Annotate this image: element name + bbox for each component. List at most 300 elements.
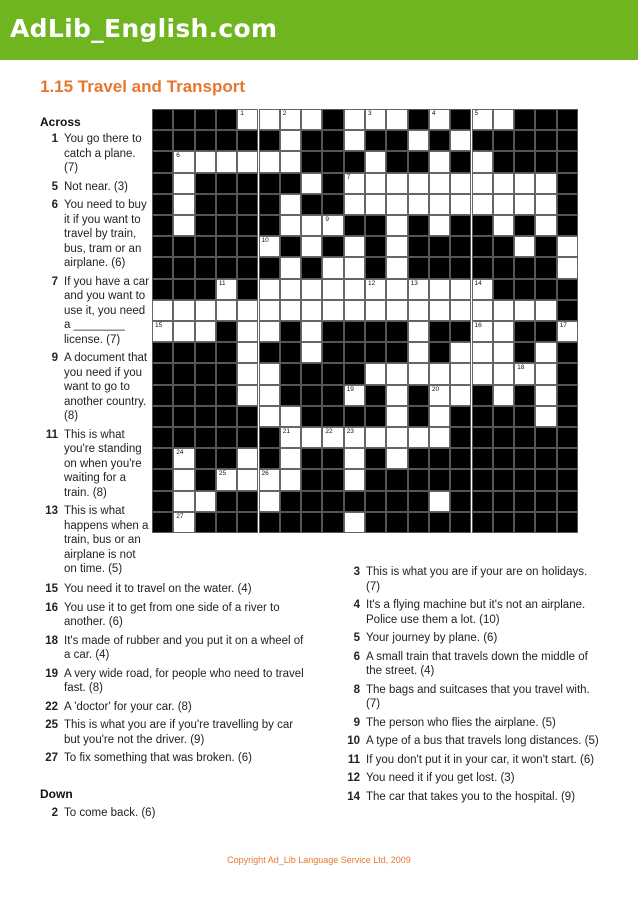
grid-cell-white[interactable] — [535, 300, 556, 321]
grid-cell-white[interactable] — [493, 385, 514, 406]
grid-cell-black — [429, 342, 450, 363]
grid-cell-black — [322, 406, 343, 427]
grid-cell-black — [195, 194, 216, 215]
down-heading: Down — [40, 787, 73, 801]
grid-cell-black — [365, 321, 386, 342]
grid-cell-white[interactable] — [237, 363, 258, 384]
grid-cell-black — [386, 469, 407, 490]
grid-cell-white[interactable] — [344, 109, 365, 130]
grid-cell-white[interactable] — [386, 279, 407, 300]
grid-cell-white[interactable] — [535, 363, 556, 384]
grid-cell-white[interactable] — [237, 300, 258, 321]
clue-text: The person who flies the airplane. (5) — [366, 716, 556, 729]
grid-cell-black — [195, 512, 216, 533]
grid-cell-white[interactable] — [557, 321, 578, 342]
grid-cell-white[interactable] — [344, 300, 365, 321]
grid-cell-black — [216, 279, 237, 300]
grid-cell-black — [237, 130, 258, 151]
clue-text: You use it to get from one side of a river to another. (6) — [64, 601, 280, 628]
grid-cell-white[interactable] — [280, 151, 301, 172]
grid-cell-black — [472, 215, 493, 236]
grid-cell-white[interactable] — [280, 300, 301, 321]
grid-cell-black — [557, 109, 578, 130]
grid-cell-white[interactable] — [173, 321, 194, 342]
grid-cell-black — [557, 469, 578, 490]
grid-cell-white[interactable] — [237, 385, 258, 406]
grid-cell-black — [152, 448, 173, 469]
grid-cell-black — [365, 215, 386, 236]
grid-cell-white[interactable] — [322, 279, 343, 300]
clue-number: 11 — [45, 428, 58, 441]
grid-cell-black — [493, 236, 514, 257]
grid-cell-white[interactable] — [408, 427, 429, 448]
grid-cell-black — [365, 236, 386, 257]
grid-cell-black — [450, 109, 471, 130]
clue-number: 6 — [51, 199, 58, 211]
grid-cell-black — [259, 194, 280, 215]
clue-item — [342, 771, 604, 786]
grid-cell-white[interactable] — [429, 491, 450, 512]
grid-cell-black — [514, 257, 535, 278]
grid-cell-white[interactable] — [301, 109, 322, 130]
grid-cell-black — [472, 491, 493, 512]
grid-cell-white[interactable] — [535, 385, 556, 406]
grid-cell-black — [344, 151, 365, 172]
clue-cell-number: 7 — [346, 173, 351, 181]
down-clue-list-left — [40, 806, 310, 825]
grid-cell-white[interactable] — [195, 300, 216, 321]
grid-cell-white[interactable] — [514, 173, 535, 194]
grid-cell-white[interactable] — [280, 215, 301, 236]
grid-cell-black — [280, 363, 301, 384]
grid-cell-white[interactable] — [408, 300, 429, 321]
grid-cell-black — [493, 427, 514, 448]
grid-cell-white[interactable] — [408, 173, 429, 194]
grid-cell-white[interactable] — [259, 236, 280, 257]
grid-cell-black — [408, 385, 429, 406]
grid-cell-black — [216, 342, 237, 363]
clue-cell-number: 22 — [325, 428, 333, 435]
clue-text: To come back. (6) — [64, 807, 156, 819]
grid-cell-white[interactable] — [237, 448, 258, 469]
grid-cell-white[interactable] — [344, 512, 365, 533]
grid-cell-black — [493, 257, 514, 278]
clue-cell-number: 16 — [474, 322, 482, 329]
grid-cell-black — [322, 109, 343, 130]
grid-cell-black — [301, 151, 322, 172]
grid-cell-white[interactable] — [259, 385, 280, 406]
grid-cell-white[interactable] — [429, 406, 450, 427]
grid-cell-white[interactable] — [386, 427, 407, 448]
grid-cell-white[interactable] — [280, 448, 301, 469]
grid-cell-white[interactable] — [365, 427, 386, 448]
grid-cell-white[interactable] — [557, 257, 578, 278]
grid-cell-white[interactable] — [195, 321, 216, 342]
clue-text: A type of a bus that travels long distances. (5) — [366, 735, 599, 747]
grid-cell-white[interactable] — [493, 342, 514, 363]
grid-cell-white[interactable] — [493, 215, 514, 236]
grid-cell-white[interactable] — [259, 151, 280, 172]
grid-cell-black — [259, 342, 280, 363]
grid-cell-white[interactable] — [173, 448, 194, 469]
grid-cell-white[interactable] — [514, 300, 535, 321]
grid-cell-black — [195, 236, 216, 257]
grid-cell-white[interactable] — [450, 385, 471, 406]
grid-cell-black — [386, 321, 407, 342]
grid-cell-white[interactable] — [535, 173, 556, 194]
grid-cell-black — [216, 448, 237, 469]
clue-item — [40, 667, 310, 696]
grid-cell-white[interactable] — [280, 130, 301, 151]
grid-cell-white[interactable] — [280, 257, 301, 278]
grid-cell-black — [237, 491, 258, 512]
grid-cell-black — [152, 109, 173, 130]
grid-cell-white[interactable] — [386, 194, 407, 215]
grid-cell-white[interactable] — [493, 109, 514, 130]
grid-cell-black — [216, 257, 237, 278]
grid-cell-black — [237, 279, 258, 300]
clue-text: If you have a car and you want to use it, you need a ________ license. (7) — [64, 275, 150, 346]
grid-cell-black — [280, 236, 301, 257]
grid-cell-black — [365, 109, 386, 130]
grid-cell-white[interactable] — [429, 385, 450, 406]
grid-cell-white[interactable] — [301, 173, 322, 194]
grid-cell-white[interactable] — [472, 151, 493, 172]
clue-cell-number: 6 — [176, 152, 180, 160]
grid-cell-white[interactable] — [280, 427, 301, 448]
grid-cell-white[interactable] — [344, 194, 365, 215]
grid-cell-white[interactable] — [450, 279, 471, 300]
grid-cell-black — [535, 279, 556, 300]
grid-cell-black — [429, 321, 450, 342]
down-clue-list-right — [342, 565, 604, 808]
clue-item — [40, 180, 150, 195]
grid-cell-white[interactable] — [216, 300, 237, 321]
header-banner — [0, 0, 638, 60]
grid-cell-white[interactable] — [259, 491, 280, 512]
grid-cell-white[interactable] — [365, 363, 386, 384]
clue-item — [40, 700, 310, 715]
grid-cell-black — [152, 236, 173, 257]
grid-cell-white[interactable] — [301, 427, 322, 448]
grid-cell-white[interactable] — [237, 342, 258, 363]
grid-cell-white[interactable] — [195, 491, 216, 512]
grid-cell-white[interactable] — [322, 427, 343, 448]
grid-cell-white[interactable] — [514, 194, 535, 215]
grid-cell-white[interactable] — [237, 469, 258, 490]
grid-cell-white[interactable] — [408, 194, 429, 215]
grid-cell-white[interactable] — [535, 342, 556, 363]
clue-number: 11 — [347, 753, 360, 766]
grid-cell-black — [237, 173, 258, 194]
grid-cell-white[interactable] — [472, 363, 493, 384]
grid-cell-white[interactable] — [429, 151, 450, 172]
grid-cell-black — [535, 469, 556, 490]
grid-cell-white[interactable] — [259, 109, 280, 130]
grid-cell-white[interactable] — [344, 257, 365, 278]
grid-cell-black — [173, 257, 194, 278]
grid-cell-black — [301, 491, 322, 512]
grid-cell-white[interactable] — [408, 130, 429, 151]
grid-cell-black — [514, 385, 535, 406]
grid-cell-black — [557, 406, 578, 427]
clue-cell-number: 17 — [559, 322, 567, 329]
grid-cell-white[interactable] — [259, 321, 280, 342]
grid-cell-white[interactable] — [535, 406, 556, 427]
clue-number: 4 — [353, 599, 360, 611]
grid-cell-white[interactable] — [259, 279, 280, 300]
grid-cell-black — [216, 194, 237, 215]
grid-cell-white[interactable] — [173, 512, 194, 533]
grid-cell-black — [514, 130, 535, 151]
grid-cell-white[interactable] — [365, 194, 386, 215]
grid-cell-black — [237, 512, 258, 533]
grid-cell-white[interactable] — [301, 300, 322, 321]
clue-cell-number: 24 — [176, 449, 184, 457]
clue-item — [342, 598, 604, 627]
grid-cell-white[interactable] — [408, 363, 429, 384]
grid-cell-black — [514, 321, 535, 342]
grid-cell-black — [514, 342, 535, 363]
grid-cell-white[interactable] — [408, 279, 429, 300]
grid-cell-white[interactable] — [173, 215, 194, 236]
grid-cell-white[interactable] — [408, 342, 429, 363]
grid-cell-white[interactable] — [322, 257, 343, 278]
grid-cell-white[interactable] — [429, 215, 450, 236]
grid-cell-white[interactable] — [301, 342, 322, 363]
grid-cell-white[interactable] — [301, 321, 322, 342]
grid-cell-white[interactable] — [429, 194, 450, 215]
grid-cell-black — [173, 406, 194, 427]
grid-cell-white[interactable] — [514, 236, 535, 257]
grid-cell-white[interactable] — [301, 236, 322, 257]
grid-cell-white[interactable] — [429, 363, 450, 384]
clue-cell-number: 19 — [346, 385, 354, 393]
grid-cell-white[interactable] — [280, 406, 301, 427]
grid-cell-black — [514, 406, 535, 427]
grid-cell-white[interactable] — [173, 194, 194, 215]
grid-cell-white[interactable] — [386, 406, 407, 427]
grid-cell-black — [280, 321, 301, 342]
clue-number: 19 — [45, 667, 58, 680]
grid-cell-white[interactable] — [259, 300, 280, 321]
grid-cell-white[interactable] — [280, 109, 301, 130]
grid-cell-white[interactable] — [173, 491, 194, 512]
grid-cell-black — [535, 448, 556, 469]
grid-cell-white[interactable] — [386, 215, 407, 236]
grid-cell-white[interactable] — [237, 151, 258, 172]
grid-cell-white[interactable] — [195, 151, 216, 172]
clue-number: 14 — [347, 790, 360, 803]
grid-cell-white[interactable] — [408, 321, 429, 342]
grid-cell-white[interactable] — [322, 215, 343, 236]
grid-cell-white[interactable] — [344, 279, 365, 300]
grid-cell-white[interactable] — [237, 321, 258, 342]
grid-cell-white[interactable] — [535, 194, 556, 215]
grid-cell-white[interactable] — [259, 406, 280, 427]
grid-cell-black — [408, 512, 429, 533]
grid-cell-white[interactable] — [493, 363, 514, 384]
grid-cell-white[interactable] — [173, 300, 194, 321]
clue-item — [40, 132, 150, 176]
grid-cell-white[interactable] — [557, 236, 578, 257]
grid-cell-white[interactable] — [493, 300, 514, 321]
grid-cell-black — [173, 236, 194, 257]
grid-cell-black — [408, 151, 429, 172]
clue-item — [342, 683, 604, 712]
grid-cell-black — [259, 173, 280, 194]
grid-cell-black — [173, 385, 194, 406]
grid-cell-white[interactable] — [493, 173, 514, 194]
grid-cell-white[interactable] — [173, 151, 194, 172]
grid-cell-white[interactable] — [301, 215, 322, 236]
grid-cell-white[interactable] — [280, 469, 301, 490]
grid-cell-white[interactable] — [472, 342, 493, 363]
grid-cell-white[interactable] — [535, 215, 556, 236]
grid-cell-black — [429, 257, 450, 278]
grid-cell-white[interactable] — [386, 109, 407, 130]
grid-cell-black — [514, 491, 535, 512]
grid-cell-white[interactable] — [472, 300, 493, 321]
clue-text: Not near. (3) — [64, 180, 128, 193]
grid-cell-white[interactable] — [386, 448, 407, 469]
grid-cell-black — [322, 130, 343, 151]
grid-cell-white[interactable] — [429, 427, 450, 448]
clue-number: 8 — [353, 683, 360, 696]
grid-cell-white[interactable] — [450, 194, 471, 215]
grid-cell-black — [195, 257, 216, 278]
grid-cell-white[interactable] — [386, 363, 407, 384]
grid-cell-white[interactable] — [450, 173, 471, 194]
grid-cell-white[interactable] — [365, 279, 386, 300]
grid-cell-white[interactable] — [386, 173, 407, 194]
grid-cell-black — [557, 448, 578, 469]
grid-cell-black — [216, 491, 237, 512]
grid-cell-black — [259, 469, 280, 490]
clue-text: The bags and suitcases that you travel with. (7) — [366, 683, 590, 710]
clue-text: A document that you need if you want to go to another country. (8) — [64, 352, 148, 422]
grid-cell-white[interactable] — [216, 151, 237, 172]
grid-cell-white[interactable] — [493, 194, 514, 215]
clue-item — [40, 751, 310, 766]
across-heading: Across — [40, 115, 81, 129]
grid-cell-white[interactable] — [280, 194, 301, 215]
clue-item — [40, 634, 310, 663]
grid-cell-white[interactable] — [386, 257, 407, 278]
clue-item — [40, 504, 150, 577]
grid-cell-white[interactable] — [450, 300, 471, 321]
grid-cell-white[interactable] — [365, 151, 386, 172]
grid-cell-black — [152, 151, 173, 172]
grid-cell-black — [195, 109, 216, 130]
page-title: 1.15 Travel and Transport — [40, 77, 246, 96]
clue-text: It's a flying machine but it's not an airplane. Police use them a lot. (10) — [366, 599, 586, 626]
grid-cell-white[interactable] — [450, 130, 471, 151]
grid-cell-white[interactable] — [450, 363, 471, 384]
grid-cell-black — [365, 512, 386, 533]
grid-cell-white[interactable] — [322, 300, 343, 321]
grid-cell-white[interactable] — [301, 279, 322, 300]
grid-cell-white[interactable] — [450, 342, 471, 363]
grid-cell-black — [259, 448, 280, 469]
grid-cell-white[interactable] — [429, 279, 450, 300]
grid-cell-black — [301, 406, 322, 427]
grid-cell-black — [472, 512, 493, 533]
grid-cell-black — [450, 469, 471, 490]
grid-cell-black — [429, 512, 450, 533]
grid-cell-white[interactable] — [173, 469, 194, 490]
grid-cell-white[interactable] — [429, 109, 450, 130]
clue-cell-number: 27 — [176, 512, 184, 520]
grid-cell-black — [301, 130, 322, 151]
grid-cell-black — [408, 215, 429, 236]
grid-cell-white[interactable] — [344, 427, 365, 448]
grid-cell-black — [450, 448, 471, 469]
grid-cell-black — [216, 236, 237, 257]
grid-cell-black — [472, 448, 493, 469]
grid-cell-black — [216, 215, 237, 236]
grid-cell-white[interactable] — [365, 173, 386, 194]
grid-cell-white[interactable] — [152, 300, 173, 321]
grid-cell-black — [535, 512, 556, 533]
grid-cell-black — [365, 257, 386, 278]
grid-cell-black — [493, 448, 514, 469]
grid-cell-black — [322, 469, 343, 490]
grid-cell-black — [259, 215, 280, 236]
grid-cell-white[interactable] — [493, 321, 514, 342]
grid-cell-white[interactable] — [344, 236, 365, 257]
clue-item — [342, 734, 604, 749]
grid-cell-black — [152, 491, 173, 512]
grid-cell-white[interactable] — [429, 300, 450, 321]
grid-cell-black — [493, 130, 514, 151]
grid-cell-black — [429, 469, 450, 490]
grid-cell-white[interactable] — [173, 173, 194, 194]
grid-cell-white[interactable] — [386, 300, 407, 321]
grid-cell-white[interactable] — [386, 385, 407, 406]
grid-cell-white[interactable] — [365, 300, 386, 321]
grid-cell-black — [365, 491, 386, 512]
grid-cell-black — [386, 151, 407, 172]
grid-cell-white[interactable] — [344, 130, 365, 151]
clue-cell-number: 5 — [474, 110, 479, 117]
grid-cell-black — [216, 363, 237, 384]
grid-cell-white[interactable] — [280, 279, 301, 300]
clue-item — [342, 631, 604, 646]
grid-cell-white[interactable] — [472, 194, 493, 215]
grid-cell-black — [152, 194, 173, 215]
clue-cell-number: 25 — [218, 470, 227, 478]
grid-cell-white[interactable] — [259, 363, 280, 384]
grid-cell-white[interactable] — [429, 173, 450, 194]
grid-cell-white[interactable] — [152, 321, 173, 342]
grid-cell-white[interactable] — [472, 173, 493, 194]
copyright-footer: Copyright Ad_Lib Language Service Ltd, 2009 — [227, 855, 411, 865]
grid-cell-black — [557, 300, 578, 321]
clue-item — [342, 565, 604, 594]
grid-cell-black — [344, 406, 365, 427]
grid-cell-white[interactable] — [386, 236, 407, 257]
grid-cell-black — [450, 321, 471, 342]
clue-text: If you don't put it in your car, it won't start. (6) — [366, 753, 595, 766]
grid-cell-black — [152, 173, 173, 194]
grid-cell-black — [450, 406, 471, 427]
grid-cell-white[interactable] — [344, 448, 365, 469]
grid-cell-white[interactable] — [344, 469, 365, 490]
grid-cell-black — [535, 491, 556, 512]
clue-item — [342, 790, 604, 805]
grid-cell-black — [472, 406, 493, 427]
